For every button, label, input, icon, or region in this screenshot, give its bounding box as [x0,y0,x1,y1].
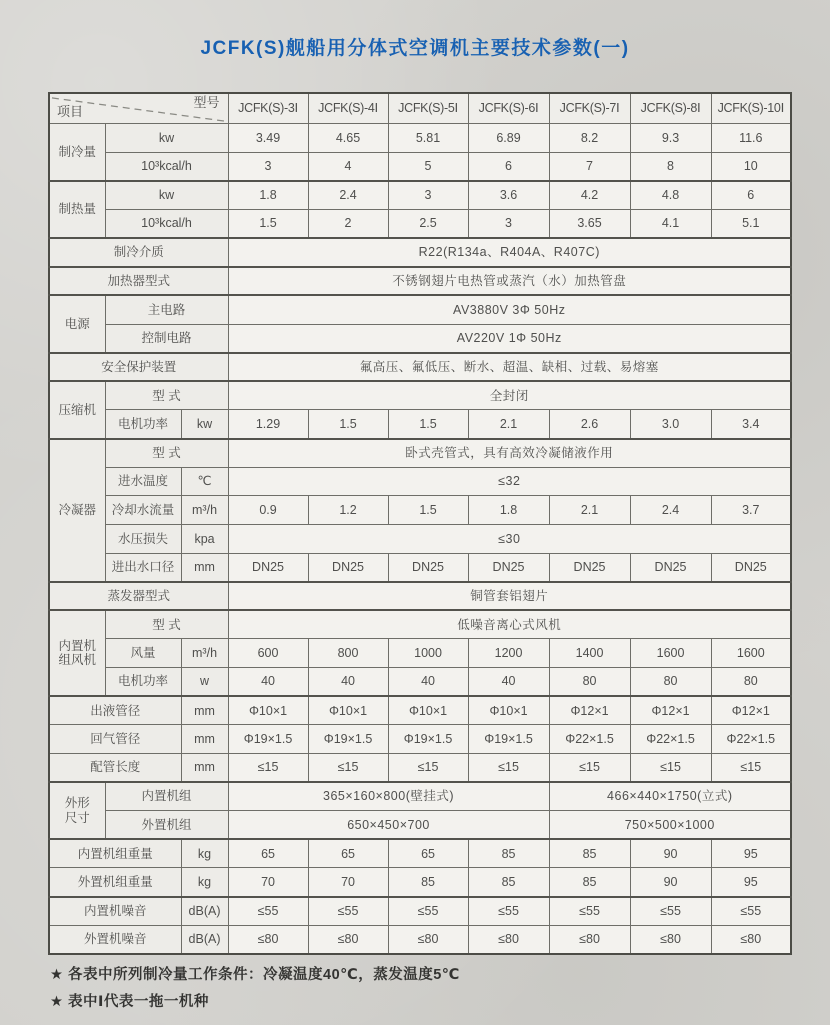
row-condenser-water-temp [49,467,791,496]
unit-cell: kpa [181,524,228,553]
unit-cell: dB(A) [181,925,228,954]
group-label-dimensions [49,782,105,839]
row-outdoor-weight [49,868,791,897]
value-cell: 11.6 [711,124,791,153]
value-cell: 1.5 [308,410,388,439]
value-cell: 5.1 [711,210,791,239]
fan-type-value: 低噪音离心式风机 [228,610,791,639]
unit-cell: kg [181,839,228,868]
row-label-gas-pipe: 回气管径 [49,725,181,754]
dims-indoor-left: 365×160×800(壁挂式) [228,782,549,811]
row-condenser-pressure-loss [49,524,791,553]
value-cell: 1600 [711,639,791,668]
row-label-outdoor-weight: 外置机组重量 [49,868,181,897]
row-fan-motor [49,668,791,697]
value-cell: 95 [711,839,791,868]
value-cell: 80 [549,668,630,697]
value-cell: DN25 [630,553,711,582]
row-label-pressure-loss: 水压损失 [105,524,181,553]
row-fan-type [49,610,791,639]
footnote-operating-conditions: ★ 各表中所列制冷量工作条件：冷凝温度40℃，蒸发温度5℃ [50,967,460,983]
row-label-port: 进出水口径 [105,553,181,582]
row-cooling-kcal [49,152,791,181]
value-cell: ≤80 [630,925,711,954]
row-label-indoor-weight: 内置机组重量 [49,839,181,868]
value-cell: ≤80 [228,925,308,954]
row-label-evaporator: 蒸发器型式 [49,582,228,611]
row-label-heater: 加热器型式 [49,267,228,296]
row-liquid-pipe [49,696,791,725]
value-cell: 1000 [388,639,468,668]
value-cell: Φ10×1 [388,696,468,725]
row-compressor-type [49,381,791,410]
row-label-power-main: 主电路 [105,295,228,324]
value-cell: 2 [308,210,388,239]
value-cell: 6.89 [468,124,549,153]
unit-cell: kw [105,181,228,210]
model-header-cell: JCFK(S)-10Ⅰ [711,93,791,124]
value-cell: ≤55 [388,897,468,926]
row-label-power-control: 控制电路 [105,324,228,353]
row-label-refrigerant: 制冷介质 [49,238,228,267]
row-safety [49,353,791,382]
water-temp-value: ≤32 [228,467,791,496]
value-cell: 40 [308,668,388,697]
model-header-cell: JCFK(S)-4Ⅰ [308,93,388,124]
row-label-compressor-type: 型 式 [105,381,228,410]
group-label-heating: 制热量 [49,181,105,238]
value-cell: 5 [388,152,468,181]
unit-cell: mm [181,553,228,582]
value-cell: DN25 [711,553,791,582]
row-heating-kcal [49,210,791,239]
group-label-dimensions-line2: 尺寸 [64,810,90,825]
value-cell: 6 [468,152,549,181]
unit-cell: mm [181,725,228,754]
row-label-water-flow: 冷却水流量 [105,496,181,525]
row-label-fan-type: 型 式 [105,610,228,639]
value-cell: 1.5 [228,210,308,239]
row-heating-kw [49,181,791,210]
row-power-main [49,295,791,324]
value-cell: 2.4 [308,181,388,210]
value-cell: ≤55 [711,897,791,926]
value-cell: Φ19×1.5 [308,725,388,754]
model-header-cell: JCFK(S)-6Ⅰ [468,93,549,124]
value-cell: Φ12×1 [711,696,791,725]
value-cell: 4 [308,152,388,181]
value-cell: ≤15 [549,753,630,782]
value-cell: 80 [711,668,791,697]
value-cell: 2.1 [468,410,549,439]
value-cell: 95 [711,868,791,897]
value-cell: Φ12×1 [549,696,630,725]
dims-outdoor-right: 750×500×1000 [549,811,791,840]
value-cell: 7 [549,152,630,181]
value-cell: 8.2 [549,124,630,153]
value-cell: 1200 [468,639,549,668]
value-cell: Φ10×1 [228,696,308,725]
unit-cell: kw [181,410,228,439]
value-cell: 2.5 [388,210,468,239]
value-cell: 1.2 [308,496,388,525]
value-cell: 90 [630,868,711,897]
value-cell: 1.29 [228,410,308,439]
spec-table [48,92,792,955]
value-cell: DN25 [468,553,549,582]
value-cell: 40 [228,668,308,697]
footnote-model-legend: ★ 表中Ⅰ代表一拖一机种 [50,994,209,1010]
value-cell: Φ10×1 [308,696,388,725]
row-pipe-length [49,753,791,782]
group-label-cooling: 制冷量 [49,124,105,181]
model-header-cell: JCFK(S)-8Ⅰ [630,93,711,124]
power-control-value: AV220V 1Φ 50Hz [228,324,791,353]
value-cell: 3.0 [630,410,711,439]
value-cell: 3.4 [711,410,791,439]
value-cell: ≤55 [308,897,388,926]
page-title: JCFK(S)舰船用分体式空调机主要技术参数(一) [200,38,630,59]
unit-cell: w [181,668,228,697]
value-cell: 40 [388,668,468,697]
row-indoor-noise [49,897,791,926]
unit-cell: ℃ [181,467,228,496]
corner-item-label: 项目 [57,104,84,120]
group-label-fan [49,610,105,696]
value-cell: DN25 [549,553,630,582]
value-cell: DN25 [308,553,388,582]
unit-cell: mm [181,753,228,782]
row-dimensions-outdoor [49,811,791,840]
unit-cell: 10³kcal/h [105,210,228,239]
row-dimensions-indoor [49,782,791,811]
value-cell: 2.6 [549,410,630,439]
row-refrigerant [49,238,791,267]
refrigerant-value: R22(R134a、R404A、R407C) [228,238,791,267]
condenser-type-value: 卧式壳管式，具有高效冷凝储液作用 [228,439,791,468]
row-evaporator [49,582,791,611]
corner-cell [49,93,228,124]
unit-cell: m³/h [181,496,228,525]
value-cell: 8 [630,152,711,181]
value-cell: Φ10×1 [468,696,549,725]
value-cell: 85 [549,868,630,897]
value-cell: ≤80 [308,925,388,954]
value-cell: 6 [711,181,791,210]
dims-outdoor-left: 650×450×700 [228,811,549,840]
value-cell: 1.5 [388,496,468,525]
row-cooling-kw [49,124,791,153]
value-cell: DN25 [228,553,308,582]
corner-model-label: 型号 [193,95,220,110]
model-header-cell: JCFK(S)-7Ⅰ [549,93,630,124]
value-cell: 3.7 [711,496,791,525]
row-condenser-port [49,553,791,582]
value-cell: ≤55 [549,897,630,926]
unit-cell: kg [181,868,228,897]
row-label-safety: 安全保护装置 [49,353,228,382]
row-label-dims-outdoor: 外置机组 [105,811,228,840]
value-cell: Φ22×1.5 [630,725,711,754]
unit-cell: dB(A) [181,897,228,926]
value-cell: 85 [388,868,468,897]
row-label-dims-indoor: 内置机组 [105,782,228,811]
value-cell: ≤15 [630,753,711,782]
group-label-condenser: 冷凝器 [49,439,105,582]
value-cell: 85 [468,868,549,897]
unit-cell: m³/h [181,639,228,668]
value-cell: 40 [468,668,549,697]
value-cell: 4.8 [630,181,711,210]
group-label-fan-line2: 组风机 [58,653,96,668]
value-cell: 85 [468,839,549,868]
value-cell: Φ22×1.5 [549,725,630,754]
value-cell: 5.81 [388,124,468,153]
value-cell: ≤80 [711,925,791,954]
power-main-value: AV3880V 3Φ 50Hz [228,295,791,324]
safety-value: 氟高压、氟低压、断水、超温、缺相、过载、易熔塞 [228,353,791,382]
value-cell: 1600 [630,639,711,668]
value-cell: ≤15 [308,753,388,782]
value-cell: 0.9 [228,496,308,525]
row-outdoor-noise [49,925,791,954]
value-cell: ≤15 [711,753,791,782]
value-cell: 1400 [549,639,630,668]
value-cell: 3.65 [549,210,630,239]
row-condenser-type [49,439,791,468]
row-indoor-weight [49,839,791,868]
pressure-loss-value: ≤30 [228,524,791,553]
value-cell: 10 [711,152,791,181]
row-gas-pipe [49,725,791,754]
value-cell: 3.6 [468,181,549,210]
group-label-power: 电源 [49,295,105,352]
value-cell: 70 [228,868,308,897]
value-cell: Φ19×1.5 [228,725,308,754]
group-label-dimensions-line1: 外形 [64,796,90,811]
row-label-fan-motor: 电机功率 [105,668,181,697]
value-cell: 3.49 [228,124,308,153]
value-cell: ≤55 [630,897,711,926]
group-label-compressor: 压缩机 [49,381,105,438]
value-cell: Φ22×1.5 [711,725,791,754]
row-label-outdoor-noise: 外置机噪音 [49,925,181,954]
dims-indoor-right: 466×440×1750(立式) [549,782,791,811]
value-cell: ≤80 [388,925,468,954]
group-label-fan-line1: 内置机 [58,638,96,653]
unit-cell: 10³kcal/h [105,152,228,181]
value-cell: DN25 [388,553,468,582]
row-label-pipe-length: 配管长度 [49,753,181,782]
value-cell: 3 [228,152,308,181]
value-cell: ≤80 [549,925,630,954]
model-header-cell: JCFK(S)-5Ⅰ [388,93,468,124]
value-cell: 1.8 [468,496,549,525]
value-cell: ≤80 [468,925,549,954]
compressor-type-value: 全封闭 [228,381,791,410]
value-cell: 4.2 [549,181,630,210]
row-label-indoor-noise: 内置机噪音 [49,897,181,926]
value-cell: 80 [630,668,711,697]
unit-cell: kw [105,124,228,153]
value-cell: 600 [228,639,308,668]
value-cell: Φ19×1.5 [388,725,468,754]
value-cell: ≤15 [468,753,549,782]
value-cell: ≤15 [388,753,468,782]
value-cell: 3 [388,181,468,210]
row-heater [49,267,791,296]
value-cell: 4.65 [308,124,388,153]
value-cell: 1.5 [388,410,468,439]
row-label-condenser-type: 型 式 [105,439,228,468]
value-cell: 1.8 [228,181,308,210]
value-cell: Φ19×1.5 [468,725,549,754]
row-compressor-motor [49,410,791,439]
value-cell: 65 [228,839,308,868]
header-row [49,93,791,124]
row-label-airflow: 风量 [105,639,181,668]
value-cell: ≤15 [228,753,308,782]
value-cell: 65 [308,839,388,868]
value-cell: 70 [308,868,388,897]
value-cell: 2.4 [630,496,711,525]
row-label-water-temp: 进水温度 [105,467,181,496]
value-cell: 2.1 [549,496,630,525]
model-header-cell: JCFK(S)-3Ⅰ [228,93,308,124]
value-cell: ≤55 [228,897,308,926]
value-cell: Φ12×1 [630,696,711,725]
value-cell: 90 [630,839,711,868]
row-label-liquid-pipe: 出液管径 [49,696,181,725]
row-label-compressor-motor: 电机功率 [105,410,181,439]
value-cell: 85 [549,839,630,868]
heater-value: 不锈钢翅片电热管或蒸汽（水）加热管盘 [228,267,791,296]
value-cell: 800 [308,639,388,668]
value-cell: 3 [468,210,549,239]
value-cell: ≤55 [468,897,549,926]
value-cell: 9.3 [630,124,711,153]
evaporator-value: 铜管套铝翅片 [228,582,791,611]
unit-cell: mm [181,696,228,725]
row-fan-airflow [49,639,791,668]
value-cell: 4.1 [630,210,711,239]
row-power-control [49,324,791,353]
row-condenser-water-flow [49,496,791,525]
value-cell: 65 [388,839,468,868]
